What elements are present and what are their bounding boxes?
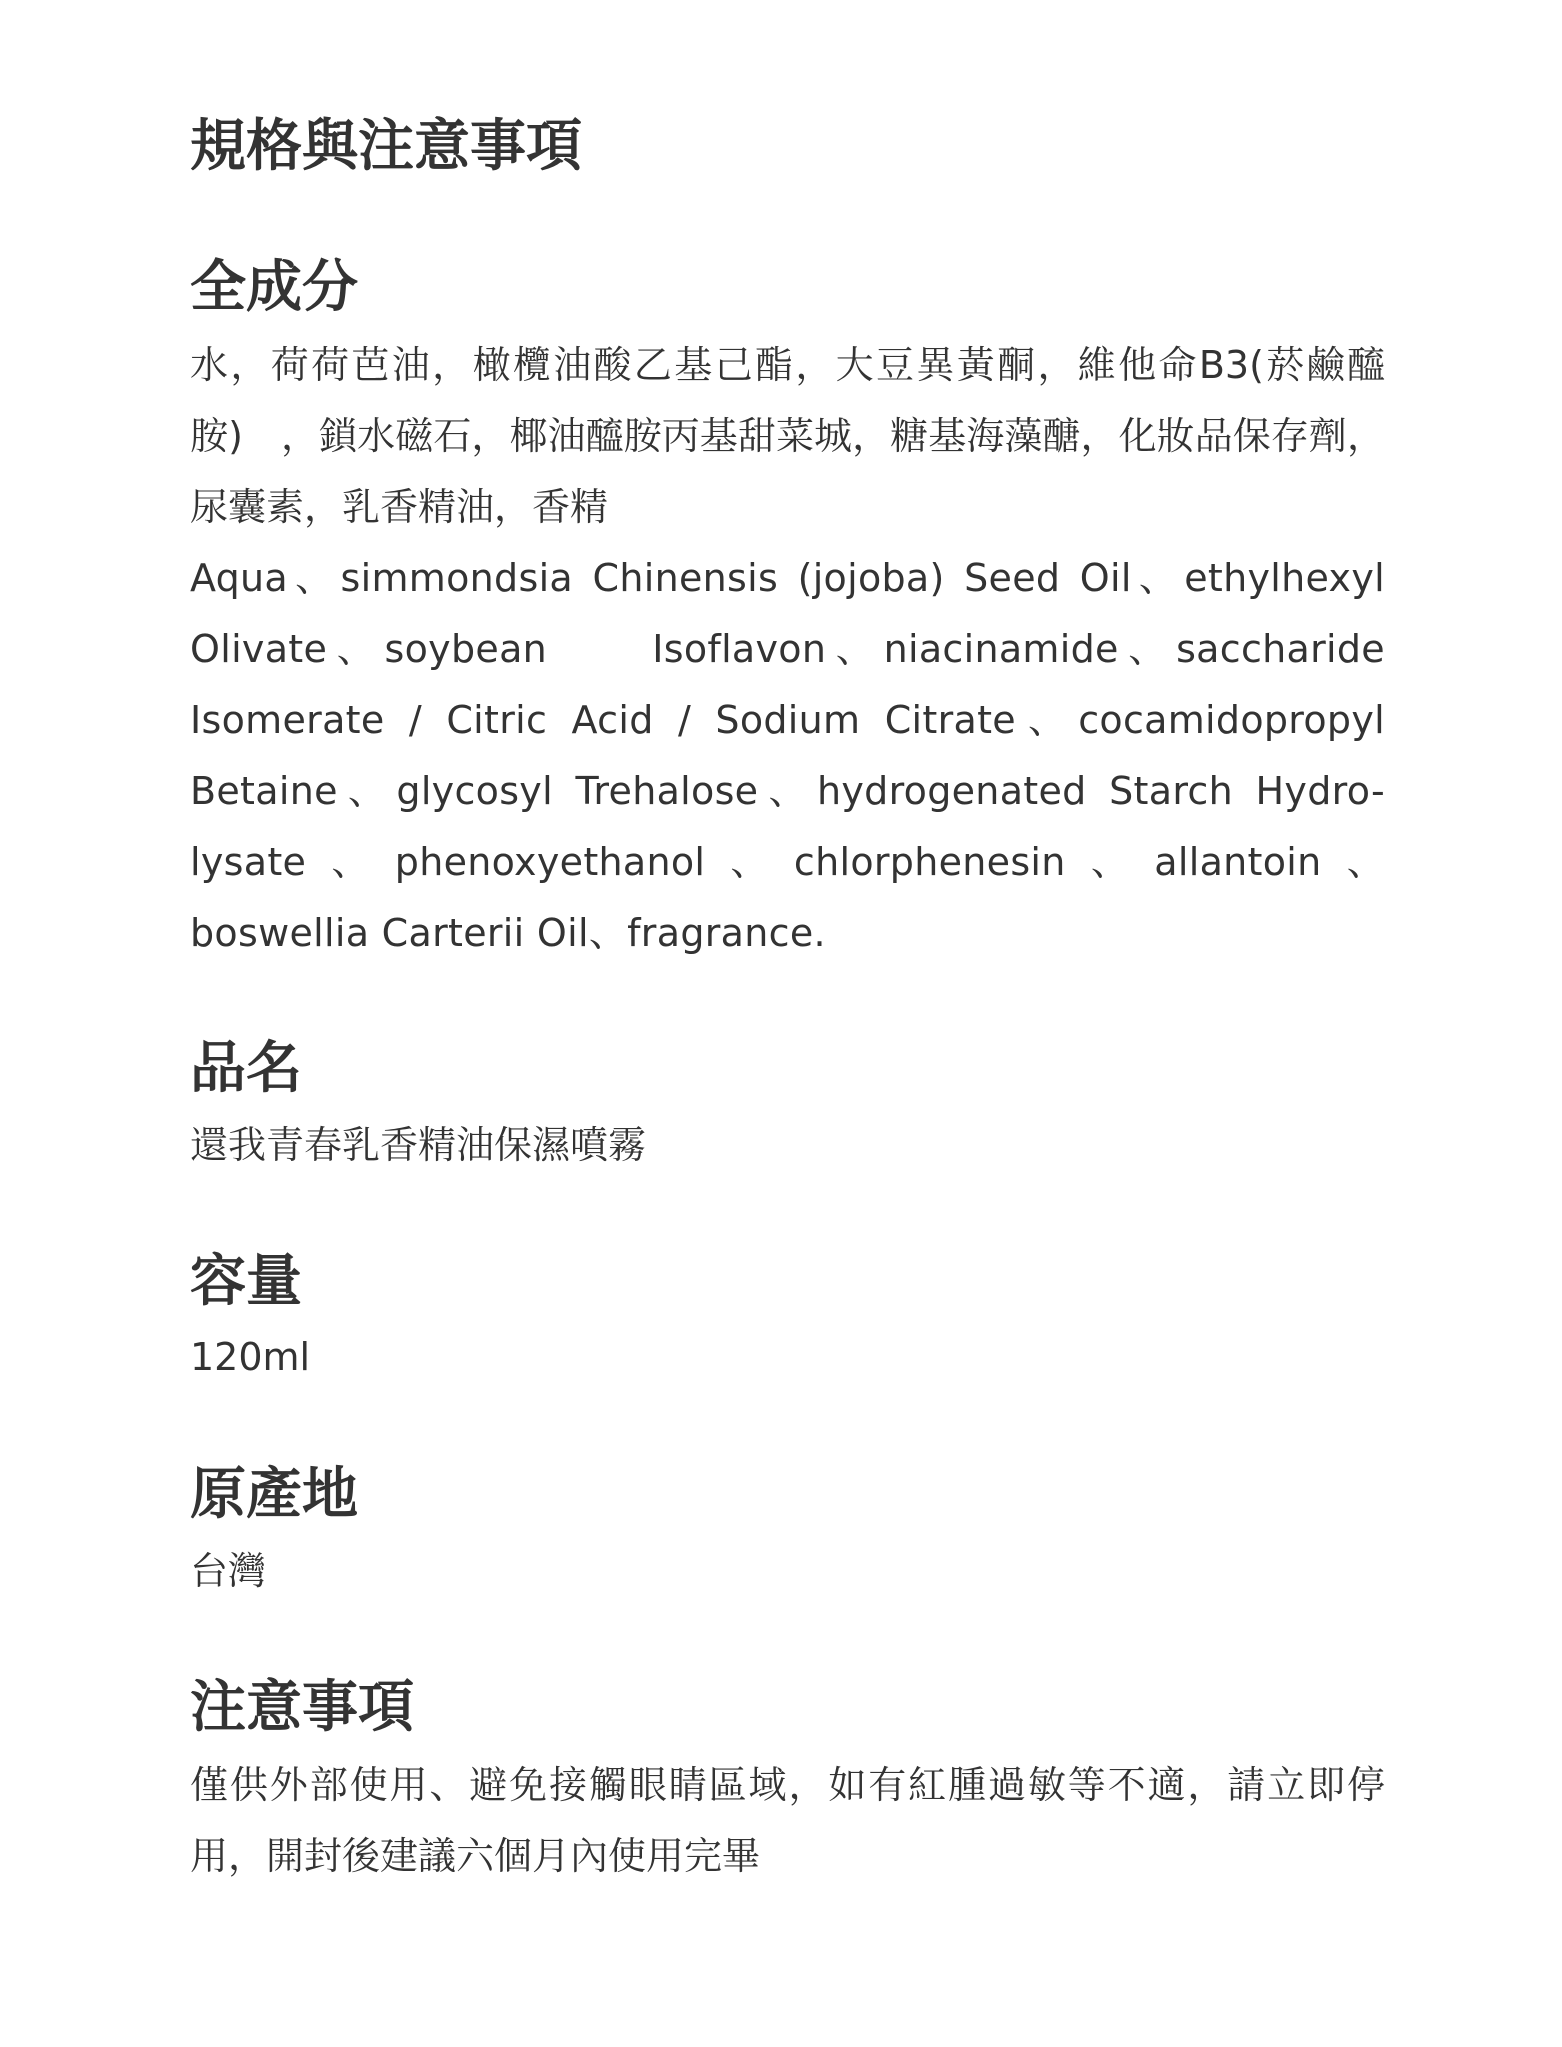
ingredients-heading: 全成分 xyxy=(190,255,358,320)
product-name-value: 還我青春乳香精油保濕噴霧 xyxy=(190,1123,647,1167)
origin-heading: 原產地 xyxy=(190,1462,358,1527)
ingredients-english-text: Aqua、simmondsia Chinensis (jojoba) Seed Oil、ethylhexyl Olivate、soybean Isoflavon、niacinamide、saccharide Isomerate / Citric Acid / Sodium Citrate、cocamidopropyl Betaine、glycosyl Trehalose、hydrogenated Starch Hydro-lysate、phenoxyethanol、chlorphenesin、allantoin、boswellia Carterii Oil、fragrance. xyxy=(190,556,1385,955)
volume-heading: 容量 xyxy=(190,1249,302,1314)
product-name-heading: 品名 xyxy=(190,1036,302,1101)
ingredients-chinese-text: 水，荷荷芭油，橄欖油酸乙基己酯，大豆異黃酮，維他命B3(菸鹼醯胺) ，鎖水磁石，椰油醯胺丙基甜菜城，糖基海藻醣，化妝品保存劑，尿囊素，乳香精油，香精 xyxy=(190,343,1385,529)
notes-heading: 注意事項 xyxy=(190,1675,414,1740)
volume-value: 120ml xyxy=(190,1335,311,1379)
notes-text: 僅供外部使用、避免接觸眼睛區域，如有紅腫過敏等不適，請立即停用，開封後建議六個月內使用完畢 xyxy=(190,1763,1385,1878)
page-title: 規格與注意事項 xyxy=(190,114,582,179)
origin-value: 台灣 xyxy=(190,1549,267,1593)
